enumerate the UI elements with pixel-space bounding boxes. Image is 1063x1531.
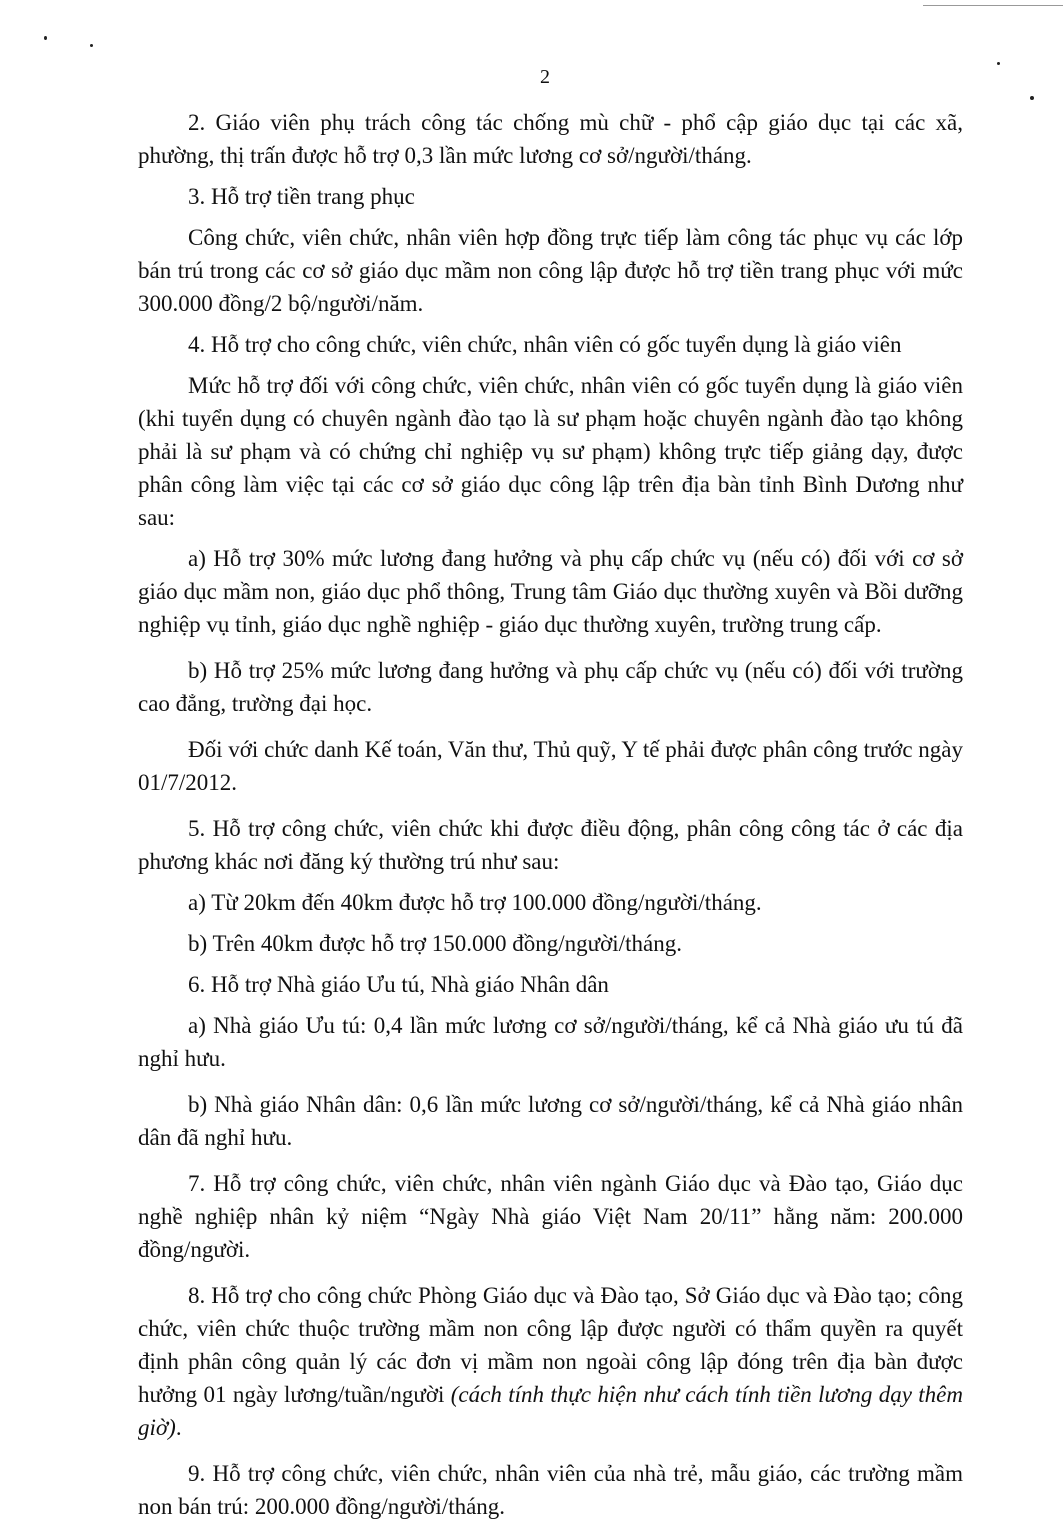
- scan-speck: [90, 44, 93, 47]
- heading-item-3: 3. Hỗ trợ tiền trang phục: [188, 184, 415, 209]
- paragraph-item-4b: b) Hỗ trợ 25% mức lương đang hưởng và phụ cấp chức vụ (nếu có) đối với trường cao đẳng, trường đại học.: [138, 658, 963, 716]
- page-number: 2: [540, 66, 550, 88]
- paragraph-item-6a: a) Nhà giáo Ưu tú: 0,4 lần mức lương cơ sở/người/tháng, kể cả Nhà giáo ưu tú đã nghỉ hưu.: [138, 1013, 963, 1071]
- paragraph-item-5b: b) Trên 40km được hỗ trợ 150.000 đồng/người/tháng.: [188, 931, 682, 956]
- scan-speck: [44, 36, 47, 40]
- heading-item-4: 4. Hỗ trợ cho công chức, viên chức, nhân viên có gốc tuyển dụng là giáo viên: [188, 332, 902, 357]
- scan-speck: [1030, 96, 1034, 100]
- scan-speck: [997, 62, 1000, 65]
- paragraph-item-5a: a) Từ 20km đến 40km được hỗ trợ 100.000 đồng/người/tháng.: [188, 890, 762, 915]
- paragraph-item-8-text: 8. Hỗ trợ cho công chức Phòng Giáo dục và Đào tạo, Sở Giáo dục và Đào tạo; công chức, viên chức thuộc trường mầm non công lập được người có thẩm quyền ra quyết định phân công quản lý các đơn vị mầm non ngoài công lập đóng trên địa bàn được hưởng 01 ngày lương/tuần/người: [138, 1283, 963, 1407]
- paragraph-item-8-tail: .: [175, 1415, 182, 1440]
- paragraph-item-8-italic-note: (cách tính thực hiện như cách tính tiền lương dạy thêm giờ): [138, 1382, 963, 1440]
- paragraph-item-6b: b) Nhà giáo Nhân dân: 0,6 lần mức lương cơ sở/người/tháng, kể cả Nhà giáo nhân dân đã nghỉ hưu.: [138, 1092, 963, 1150]
- paragraph-item-8: [138, 1279, 963, 1444]
- document-body: [138, 106, 963, 1531]
- paragraph-item-5: 5. Hỗ trợ công chức, viên chức khi được điều động, phân công công tác ở các địa phương khác nơi đăng ký thường trú như sau:: [138, 816, 963, 874]
- paragraph-item-4a: a) Hỗ trợ 30% mức lương đang hưởng và phụ cấp chức vụ (nếu có) đối với cơ sở giáo dục mầm non, giáo dục phổ thông, Trung tâm Giáo dục thường xuyên và Bồi dưỡng nghiệp vụ tỉnh, giáo dục nghề nghiệp - giáo dục thường xuyên, trường trung cấp.: [138, 546, 963, 637]
- paragraph-teacher-origin-support: Mức hỗ trợ đối với công chức, viên chức, nhân viên có gốc tuyển dụng là giáo viên (khi tuyển dụng có chuyên ngành đào tạo là sư phạm hoặc chuyên ngành đào tạo không phải là sư phạm và có chứng chỉ nghiệp vụ sư phạm) không trực tiếp giảng dạy, được phân công làm việc tại các cơ sở giáo dục công lập trên địa bàn tỉnh Bình Dương như sau:: [138, 373, 963, 530]
- paragraph-job-titles-note: Đối với chức danh Kế toán, Văn thư, Thủ quỹ, Y tế phải được phân công trước ngày 01/7/2012.: [138, 737, 963, 795]
- paragraph-uniform-support: Công chức, viên chức, nhân viên hợp đồng trực tiếp làm công tác phục vụ các lớp bán trú trong các cơ sở giáo dục mầm non công lập được hỗ trợ tiền trang phục với mức 300.000 đồng/2 bộ/người/năm.: [138, 225, 963, 316]
- paragraph-item-9: 9. Hỗ trợ công chức, viên chức, nhân viên của nhà trẻ, mẫu giáo, các trường mầm non bán trú: 200.000 đồng/người/tháng.: [138, 1461, 963, 1519]
- paragraph-item-7: 7. Hỗ trợ công chức, viên chức, nhân viên ngành Giáo dục và Đào tạo, Giáo dục nghề nghiệp nhân kỷ niệm “Ngày Nhà giáo Việt Nam 20/11” hằng năm: 200.000 đồng/người.: [138, 1171, 963, 1262]
- heading-item-6: 6. Hỗ trợ Nhà giáo Ưu tú, Nhà giáo Nhân dân: [188, 972, 609, 997]
- paragraph-item-2: 2. Giáo viên phụ trách công tác chống mù chữ - phổ cập giáo dục tại các xã, phường, thị trấn được hỗ trợ 0,3 lần mức lương cơ sở/người/tháng.: [138, 110, 963, 168]
- scan-edge-line: [923, 5, 1063, 6]
